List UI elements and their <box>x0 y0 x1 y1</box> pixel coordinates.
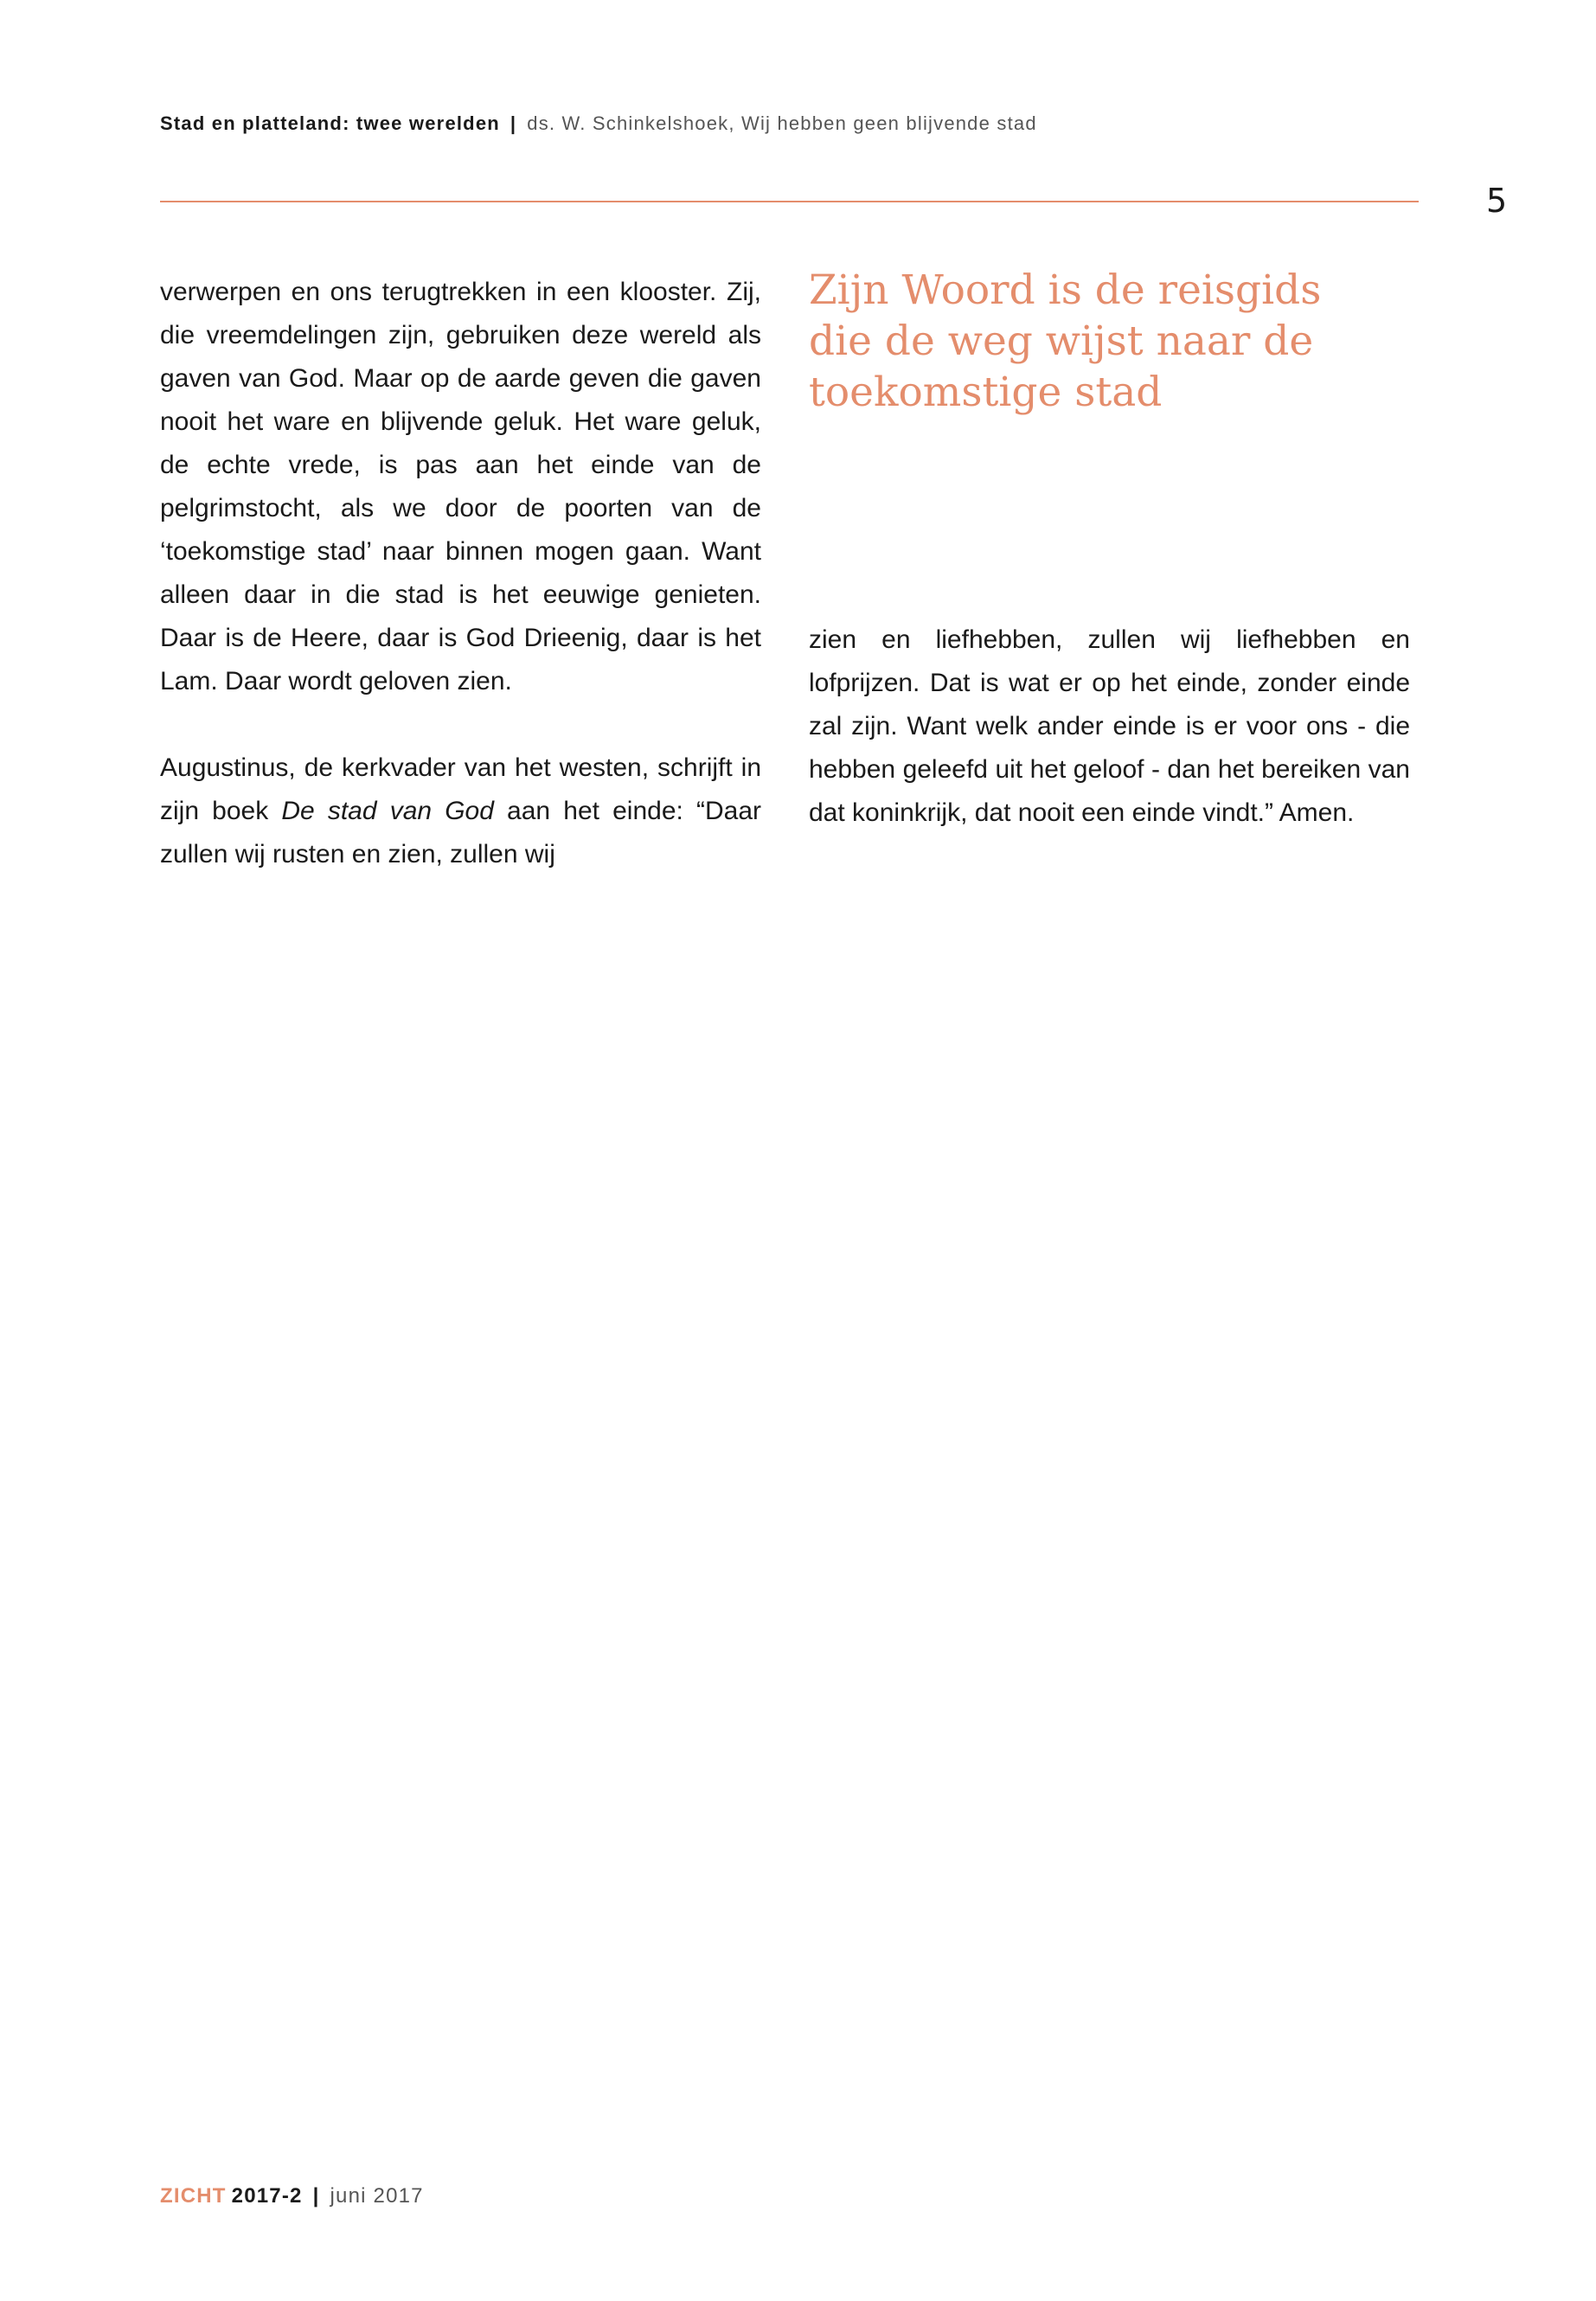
pull-quote <box>809 265 1414 418</box>
issue-number: 2017-2 <box>231 2184 303 2208</box>
pull-quote-line: Zijn Woord is de reisgids <box>809 266 1322 314</box>
section-title: Stad en platteland: twee werelden <box>160 112 500 134</box>
body-paragraph <box>160 747 761 876</box>
paragraph-text: Augustinus, de kerkvader van het westen, schrijft in zijn boek <box>160 753 761 825</box>
footer-separator: | <box>312 2184 320 2208</box>
running-header <box>160 112 1037 135</box>
body-paragraph: verwerpen en ons terugtrekken in een klooster. Zij, die vreemdelingen zijn, gebruiken deze wereld als gaven van God. Maar op de aarde geven die gaven nooit het ware en blijvende geluk. Het ware geluk, de echte vrede, is pas aan het einde van de pelgrimstocht, als we door de poorten van de ‘toekomstige stad’ naar binnen mogen gaan. Want alleen daar in die stad is het eeuwige genieten. Daar is de Heere, daar is God Drieenig, daar is het Lam. Daar wordt geloven zien. <box>160 278 761 695</box>
right-text-column <box>809 619 1410 835</box>
paragraph-text: aan het einde: “Daar zullen wij rusten en zien, zullen wij <box>160 797 761 868</box>
issue-date: juni 2017 <box>330 2184 424 2208</box>
magazine-name: ZICHT <box>160 2184 227 2208</box>
left-text-column <box>160 271 761 876</box>
body-paragraph: zien en liefhebben, zullen wij liefhebben en lofprijzen. Dat is wat er op het einde, zonder einde zal zijn. Want welk ander einde is er voor ons - die hebben geleefd uit het geloof - dan het bereiken van dat koninkrijk, dat nooit een einde vindt.” Amen. <box>809 625 1410 827</box>
pull-quote-line: toekomstige stad <box>809 369 1163 416</box>
article-byline: ds. W. Schinkelshoek, Wij hebben geen blijvende stad <box>527 112 1037 134</box>
running-footer <box>160 2184 424 2208</box>
pull-quote-line: die de weg wijst naar de <box>809 317 1314 365</box>
header-rule <box>160 201 1419 202</box>
book-title: De stad van God <box>281 797 494 825</box>
page-number: 5 <box>1486 182 1508 220</box>
header-separator: | <box>510 112 517 134</box>
